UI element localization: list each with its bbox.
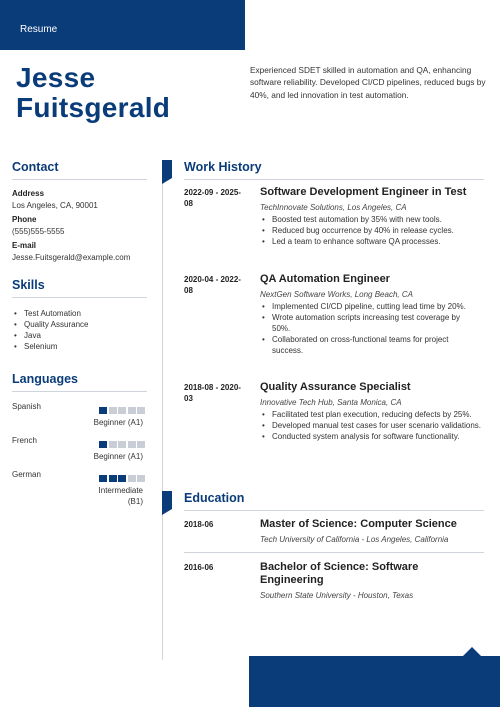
divider <box>184 552 484 553</box>
resume-label: Resume <box>20 24 58 35</box>
education-body <box>260 561 440 601</box>
job-bullets <box>260 301 472 356</box>
school: Southern State University - Houston, Texas <box>260 591 414 600</box>
rating-square <box>99 441 107 448</box>
work-history-section <box>184 160 484 180</box>
name-block <box>16 63 170 123</box>
job-bullet: • Reduced bug occurrence by 40% in release cycles. <box>272 225 487 236</box>
phone-value: (555)555-5555 <box>12 227 65 236</box>
job-bullet: • Developed manual test cases for user scenario validations. <box>272 420 484 431</box>
job-bullet: • Facilitated test plan execution, reducing defects by 25%. <box>272 409 484 420</box>
education-date: 2018-06 <box>184 520 214 529</box>
job-bullets <box>260 409 484 442</box>
rating-square <box>118 441 126 448</box>
degree: Bachelor of Science: Software Engineering <box>260 561 419 586</box>
rating-square <box>109 407 117 414</box>
rating-square <box>137 475 145 482</box>
rating-square <box>118 475 126 482</box>
job-company: NextGen Software Works, Long Beach, CA <box>260 290 413 299</box>
rating-square <box>109 475 117 482</box>
job-bullet: • Implemented CI/CD pipeline, cutting lead time by 20%. <box>272 301 472 312</box>
job-date: 2018-08 - 2020-03 <box>184 383 241 403</box>
job-title: Quality Assurance Specialist <box>260 381 411 393</box>
section-marker <box>162 491 172 509</box>
skill-item: • Java <box>24 330 147 341</box>
job-company: TechInnovate Solutions, Los Angeles, CA <box>260 203 407 212</box>
job-bullet: • Conducted system analysis for software functionality. <box>272 431 484 442</box>
email-value: Jesse.Fuitsgerald@example.com <box>12 253 131 262</box>
rating-square <box>128 407 136 414</box>
skills-heading: Skills <box>12 278 45 292</box>
job-bullet: • Boosted test automation by 35% with new tools. <box>272 214 487 225</box>
rating-square <box>137 441 145 448</box>
job-body <box>260 186 484 247</box>
rating-square <box>128 441 136 448</box>
job-bullet: • Wrote automation scripts increasing test coverage by 50%. <box>272 312 472 334</box>
job-title: QA Automation Engineer <box>260 273 390 285</box>
languages-list <box>12 402 147 510</box>
job-bullet: • Led a team to enhance software QA processes. <box>272 236 487 247</box>
timeline-line <box>162 160 163 660</box>
email-label: E-mail <box>12 241 37 250</box>
divider <box>184 510 484 511</box>
rating-square <box>137 407 145 414</box>
education-body <box>260 518 484 545</box>
job-body <box>260 273 484 356</box>
language-row <box>12 436 147 470</box>
contact-heading: Contact <box>12 160 59 174</box>
language-rating <box>99 475 145 482</box>
education-date: 2016-06 <box>184 563 214 572</box>
education-heading: Education <box>184 491 245 505</box>
skills-list <box>12 308 147 352</box>
degree: Master of Science: Computer Science <box>260 518 457 530</box>
summary-text: Experienced SDET skilled in automation and QA, enhancing software reliability. Developed CI/CD pipelines, reduced bugs by 40%, and led innovation in test automation. <box>250 65 486 100</box>
rating-square <box>118 407 126 414</box>
divider <box>184 179 484 180</box>
rating-square <box>109 441 117 448</box>
address-value: Los Angeles, CA, 90001 <box>12 201 98 210</box>
language-level: Beginner (A1) <box>93 452 143 461</box>
footer-notch <box>463 647 481 656</box>
rating-square <box>99 475 107 482</box>
job-body <box>260 381 484 442</box>
job-date: 2020-04 - 2022-08 <box>184 275 241 295</box>
language-name: German <box>12 470 41 479</box>
rating-square <box>128 475 136 482</box>
last-name: Fuitsgerald <box>16 92 171 123</box>
rating-square <box>99 407 107 414</box>
job-date: 2022-09 - 2025-08 <box>184 188 241 208</box>
language-row <box>12 470 147 510</box>
divider <box>12 297 147 298</box>
job-title: Software Development Engineer in Test <box>260 186 467 198</box>
skill-item: • Selenium <box>24 341 147 352</box>
language-row <box>12 402 147 436</box>
language-name: Spanish <box>12 402 41 411</box>
job-bullet: • Collaborated on cross-functional teams for project success. <box>272 334 472 356</box>
divider <box>12 391 147 392</box>
phone-label: Phone <box>12 215 37 224</box>
address-label: Address <box>12 189 45 198</box>
job-company: Innovative Tech Hub, Santa Monica, CA <box>260 398 402 407</box>
language-level: Intermediate (B1) <box>98 486 143 506</box>
left-column <box>12 160 147 510</box>
languages-heading: Languages <box>12 372 78 386</box>
job-bullets <box>260 214 487 247</box>
section-marker <box>162 160 172 178</box>
education-section <box>184 491 484 511</box>
language-level: Beginner (A1) <box>93 418 143 427</box>
divider <box>12 179 147 180</box>
work-history-heading: Work History <box>184 160 262 174</box>
language-rating <box>99 407 145 414</box>
skill-item: • Test Automation <box>24 308 147 319</box>
language-rating <box>99 441 145 448</box>
school: Tech University of California - Los Angeles, California <box>260 535 449 544</box>
language-name: French <box>12 436 37 445</box>
footer-band <box>249 656 500 707</box>
skill-item: • Quality Assurance <box>24 319 147 330</box>
first-name: Jesse <box>16 62 96 93</box>
